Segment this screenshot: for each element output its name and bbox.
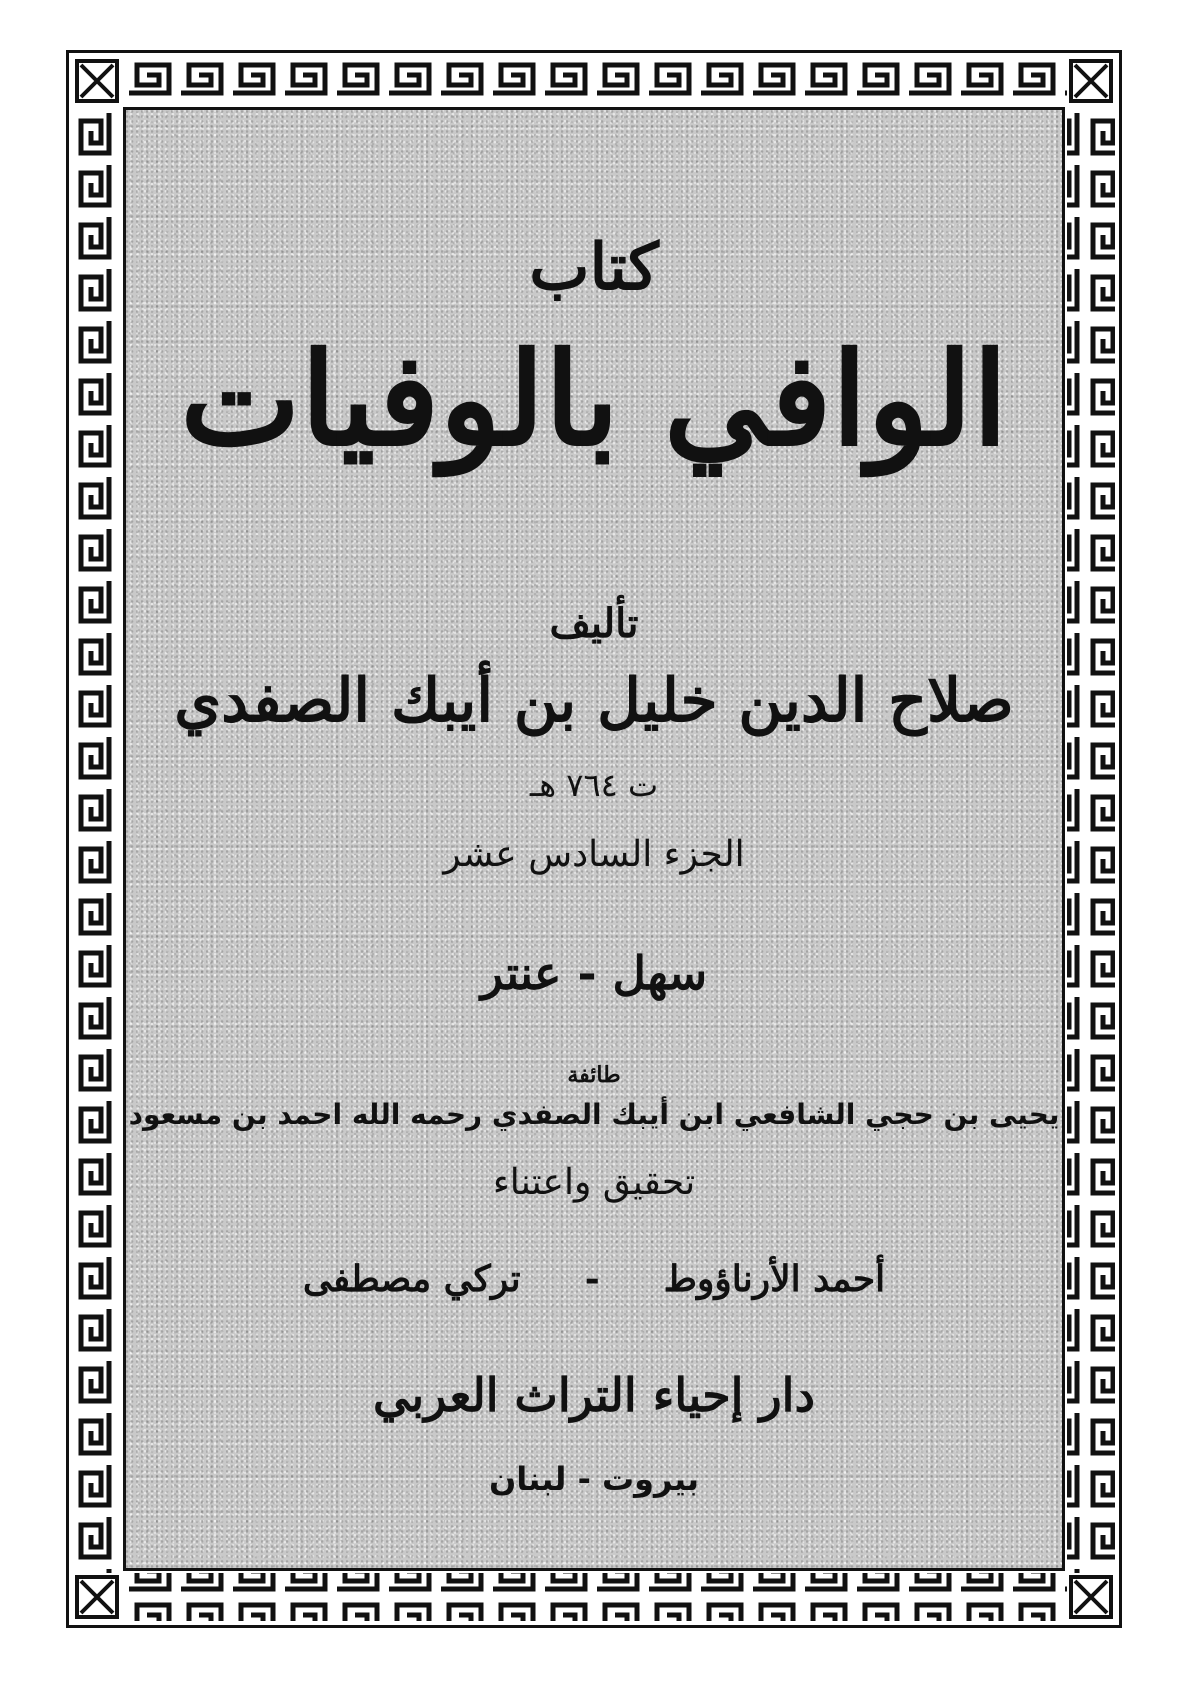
volume-label: الجزء السادس عشر <box>443 834 745 875</box>
publisher: دار إحياء التراث العربي <box>373 1368 815 1422</box>
book-label: كتاب <box>529 230 659 305</box>
ornamental-frame <box>66 50 1122 1628</box>
editors <box>126 1258 1062 1300</box>
excerpt-label: طائفة <box>567 1062 621 1088</box>
death-year: ت ٧٦٤ هـ <box>529 766 659 804</box>
editor-separator: - <box>584 1258 600 1300</box>
excerpt-names: يحيى بن حجي الشافعي ابن أيبك الصفدي رحمه الله احمد بن مسعود <box>128 1098 1060 1131</box>
author-name: صلاح الدين خليل بن أيبك الصفدي <box>174 666 1014 736</box>
editing-label: تحقيق واعتناء <box>492 1162 696 1203</box>
authored-label: تأليف <box>549 600 639 647</box>
editor-name: أحمد الأرناؤوط <box>663 1258 886 1300</box>
cover-panel <box>123 107 1065 1571</box>
publication-place: بيروت - لبنان <box>488 1460 700 1498</box>
book-title: الوافي بالوفيات <box>180 325 1008 475</box>
entry-range: سهل - عنتر <box>480 946 708 1000</box>
editor-name: تركي مصطفى <box>302 1258 521 1300</box>
